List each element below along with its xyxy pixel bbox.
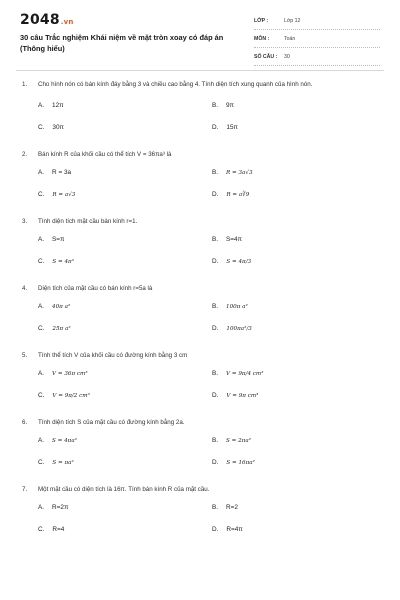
option-value: 9π: [226, 102, 235, 109]
option-letter: C.: [38, 124, 45, 131]
option-letter: A.: [38, 303, 45, 310]
meta-label: MÔN :: [254, 36, 270, 42]
option-value: R = 3a√3: [226, 170, 253, 176]
option-row: [0, 252, 400, 274]
option-a[interactable]: [38, 102, 64, 109]
option-c[interactable]: [38, 258, 74, 265]
option-row: [0, 118, 400, 140]
option-value: S = 4πa²: [52, 438, 77, 444]
question-number: 2.: [22, 151, 28, 158]
option-row: [0, 386, 400, 408]
question-6: [0, 418, 400, 475]
option-row: [0, 319, 400, 341]
question-1: [0, 80, 400, 140]
question-text: [22, 284, 372, 293]
option-value: 25π a²: [52, 326, 71, 332]
option-row: [0, 364, 400, 386]
document-title: 30 câu Trắc nghiệm Khái niệm về mặt tròn xoay có đáp án (Thông hiểu): [20, 33, 224, 53]
option-c[interactable]: [38, 526, 64, 533]
option-value: S=4π: [226, 236, 243, 243]
option-letter: B.: [212, 303, 219, 310]
option-letter: B.: [212, 236, 219, 243]
option-b[interactable]: [212, 303, 248, 310]
option-d[interactable]: [212, 459, 255, 466]
question-body: Bán kính R của khối cầu có thể tích V = 36πa³ là: [38, 151, 172, 158]
meta-value: Lớp 12: [284, 18, 301, 24]
meta-row-class: [254, 13, 380, 30]
option-value: R=4: [52, 526, 65, 533]
option-value: V = 9π/2 cm³: [52, 393, 90, 399]
option-letter: A.: [38, 169, 45, 176]
logo-text: 2048: [20, 12, 60, 28]
option-row: [0, 185, 400, 207]
option-a[interactable]: [38, 504, 68, 511]
question-number: 6.: [22, 419, 28, 426]
meta-panel: [254, 13, 380, 67]
question-2: [0, 150, 400, 207]
option-value: V = 36π cm³: [52, 371, 88, 377]
option-d[interactable]: [212, 258, 251, 265]
option-a[interactable]: [38, 236, 64, 243]
question-list: [0, 80, 400, 542]
option-letter: D.: [212, 124, 219, 131]
site-logo[interactable]: [20, 12, 74, 28]
option-letter: B.: [212, 169, 219, 176]
meta-value: 30: [284, 54, 290, 60]
option-d[interactable]: [212, 191, 249, 198]
question-body: Một mặt cầu có diện tích là 16π. Tính bán kính R của mặt cầu.: [38, 486, 210, 493]
option-value: 30π: [52, 124, 64, 131]
question-body: Tính diện tích S của mặt cầu có đường kính bằng 2a.: [38, 419, 185, 426]
option-c[interactable]: [38, 325, 71, 332]
question-7: [0, 485, 400, 542]
option-value: R=4π: [226, 526, 243, 533]
option-row: [0, 163, 400, 185]
meta-label: LỚP :: [254, 18, 269, 24]
option-d[interactable]: [212, 526, 243, 533]
question-text: [22, 150, 372, 159]
option-value: S = 4π²: [52, 259, 74, 265]
option-row: [0, 230, 400, 252]
option-row: [0, 453, 400, 475]
question-text: [22, 217, 372, 226]
option-letter: A.: [38, 102, 45, 109]
option-letter: B.: [212, 102, 219, 109]
option-letter: B.: [212, 370, 219, 377]
option-c[interactable]: [38, 191, 75, 198]
question-text: [22, 418, 372, 427]
option-d[interactable]: [212, 392, 258, 399]
option-letter: D.: [212, 191, 219, 198]
option-b[interactable]: [212, 504, 238, 511]
question-text: [22, 80, 372, 89]
question-body: Diện tích của mặt cầu có bán kính r=5a là: [38, 285, 153, 292]
option-value: S = πa²: [52, 460, 74, 466]
question-4: [0, 284, 400, 341]
question-number: 4.: [22, 285, 28, 292]
option-value: V = 9π/4 cm³: [226, 371, 264, 377]
option-value: R=2π: [52, 504, 69, 511]
option-letter: A.: [38, 437, 45, 444]
question-text: [22, 351, 372, 360]
option-c[interactable]: [38, 392, 90, 399]
option-value: 40π a²: [52, 304, 71, 310]
option-b[interactable]: [212, 236, 242, 243]
option-row: [0, 498, 400, 520]
option-value: 100π a²: [226, 304, 248, 310]
question-number: 3.: [22, 218, 28, 225]
header-divider: [16, 70, 384, 71]
option-row: [0, 431, 400, 453]
option-value: 15π: [226, 124, 238, 131]
option-value: S = 2πa²: [226, 438, 251, 444]
option-letter: B.: [212, 504, 219, 511]
option-a[interactable]: [38, 370, 88, 377]
meta-label: SỐ CÂU :: [254, 54, 278, 60]
option-d[interactable]: [212, 124, 238, 131]
option-row: [0, 96, 400, 118]
option-value: S = 16πa²: [226, 460, 255, 466]
option-letter: D.: [212, 258, 219, 265]
meta-row-count: [254, 49, 380, 66]
option-value: S = 4π/3: [226, 259, 252, 265]
option-letter: C.: [38, 191, 45, 198]
option-value: R = a∛9: [226, 192, 250, 198]
option-letter: B.: [212, 437, 219, 444]
option-d[interactable]: [212, 325, 252, 332]
option-row: [0, 297, 400, 319]
option-letter: C.: [38, 325, 45, 332]
option-row: [0, 520, 400, 542]
option-letter: A.: [38, 504, 45, 511]
question-body: Cho hình nón có bán kính đáy bằng 3 và chiều cao bằng 4. Tính diện tích xung quanh của hình nón.: [38, 81, 313, 88]
option-letter: D.: [212, 526, 219, 533]
option-a[interactable]: [38, 303, 70, 310]
option-value: 100πa²/3: [226, 326, 252, 332]
option-letter: C.: [38, 459, 45, 466]
question-number: 5.: [22, 352, 28, 359]
meta-row-subject: [254, 31, 380, 48]
option-b[interactable]: [212, 169, 253, 176]
option-a[interactable]: [38, 437, 77, 444]
option-letter: C.: [38, 526, 45, 533]
option-value: V = 9π cm³: [226, 393, 259, 399]
option-value: S=π: [52, 236, 65, 243]
option-letter: D.: [212, 325, 219, 332]
option-a[interactable]: [38, 169, 71, 176]
question-body: Tính diện tích mặt cầu bán kính r=1.: [38, 218, 138, 225]
option-c[interactable]: [38, 124, 64, 131]
option-letter: A.: [38, 370, 45, 377]
question-body: Tính thể tích V của khối cầu có đường kính bằng 3 cm: [38, 352, 188, 359]
option-b[interactable]: [212, 370, 263, 377]
question-number: 1.: [22, 81, 28, 88]
option-letter: A.: [38, 236, 45, 243]
option-letter: D.: [212, 459, 219, 466]
option-letter: C.: [38, 392, 45, 399]
option-value: 12π: [52, 102, 64, 109]
option-value: R = 3a: [52, 169, 72, 176]
question-5: [0, 351, 400, 408]
meta-value: Toán: [284, 36, 296, 42]
option-value: R=2: [226, 504, 238, 511]
option-letter: C.: [38, 258, 45, 265]
option-value: R = a√3: [52, 192, 76, 198]
logo-suffix: .vn: [60, 18, 74, 26]
option-c[interactable]: [38, 459, 74, 466]
option-b[interactable]: [212, 437, 251, 444]
question-3: [0, 217, 400, 274]
option-b[interactable]: [212, 102, 234, 109]
question-text: [22, 485, 372, 494]
option-letter: D.: [212, 392, 219, 399]
question-number: 7.: [22, 486, 28, 493]
